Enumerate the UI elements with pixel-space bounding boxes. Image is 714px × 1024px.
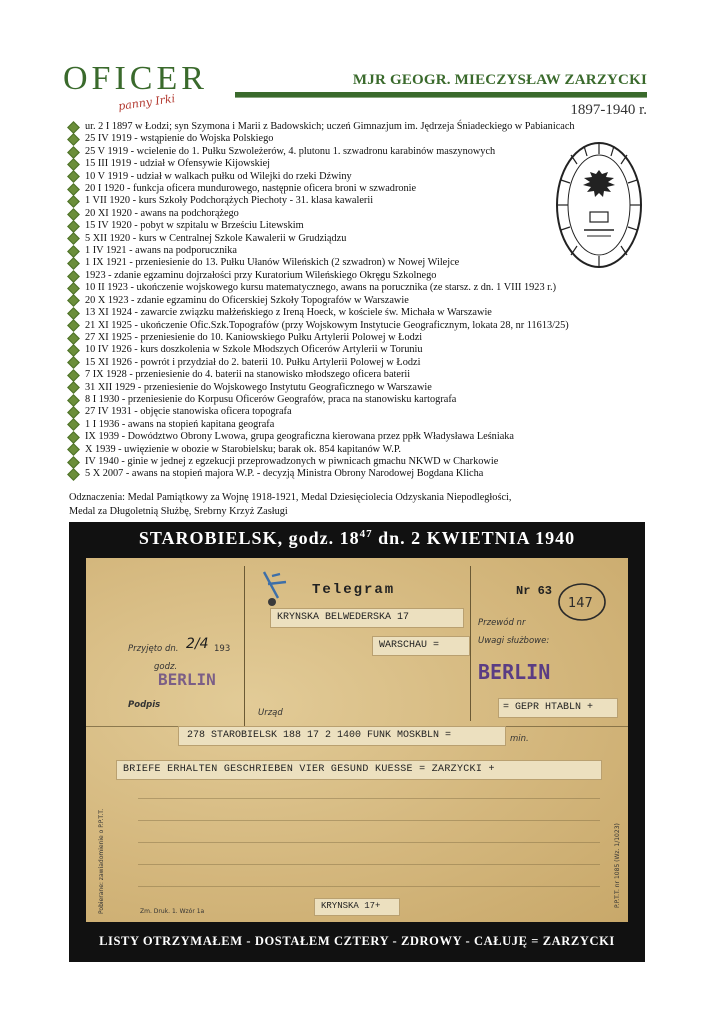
header-strip-text: 278 STAROBIELSK 188 17 2 1400 FUNK MOSKBLN = bbox=[187, 730, 452, 741]
diamond-bullet-icon bbox=[67, 456, 80, 469]
form-divider-left bbox=[244, 566, 245, 731]
timeline-text: 1 VII 1920 - kurs Szkoły Podchorążych Piechoty - 31. klasa kawalerii bbox=[85, 195, 374, 207]
timeline-item bbox=[69, 456, 629, 468]
timeline-item bbox=[69, 369, 629, 381]
diamond-bullet-icon bbox=[67, 121, 80, 134]
diamond-bullet-icon bbox=[67, 468, 80, 481]
timeline-text: 10 V 1919 - udział w walkach pułku od Wilejki do rzeki Dźwiny bbox=[85, 170, 352, 182]
message-strip bbox=[116, 760, 602, 780]
footer-strip-text: KRYNSKA 17+ bbox=[321, 901, 381, 911]
timeline-item bbox=[69, 406, 629, 418]
timeline-item bbox=[69, 444, 629, 456]
form-divider-right bbox=[470, 566, 471, 721]
telegram-photo-panel bbox=[69, 522, 645, 962]
ruled-line bbox=[138, 798, 600, 799]
photo-title-rest: dn. 2 KWIETNIA 1940 bbox=[372, 528, 576, 548]
timeline-item bbox=[69, 208, 629, 220]
warschau-text: WARSCHAU = bbox=[379, 640, 440, 651]
diamond-bullet-icon bbox=[67, 282, 80, 295]
diamond-bullet-icon bbox=[67, 195, 80, 208]
timeline-item bbox=[69, 344, 629, 356]
timeline-text: 1 IX 1921 - przeniesienie do 13. Pułku Ułanów Wileńskich (2 szwadron) w Nowej Wilejce bbox=[85, 257, 460, 269]
timeline-text: 25 V 1919 - wcielenie do 1. Pułku Szwoleżerów, 4. plutonu 1. szwadronu karabinów maszynowych bbox=[85, 145, 496, 157]
diamond-bullet-icon bbox=[67, 431, 80, 444]
diamond-bullet-icon bbox=[67, 208, 80, 221]
awards-line-2: Medal za Długoletnią Służbę, Srebrny Krzyż Zasługi bbox=[69, 505, 288, 517]
przyjeto-date: 2/4 bbox=[186, 636, 209, 652]
diamond-bullet-icon bbox=[67, 357, 80, 370]
timeline-item bbox=[69, 195, 629, 207]
berlin-stamp-right: BERLIN bbox=[478, 660, 551, 684]
photo-title-main: STAROBIELSK, godz. 18 bbox=[138, 528, 360, 548]
diamond-bullet-icon bbox=[67, 419, 80, 432]
timeline-item bbox=[69, 357, 629, 369]
diamond-bullet-icon bbox=[67, 133, 80, 146]
header-strip bbox=[178, 726, 506, 746]
diamond-bullet-icon bbox=[67, 220, 80, 233]
min-label: min. bbox=[510, 734, 529, 744]
timeline-text: 15 XI 1926 - powrót i przydział do 2. baterii 10. Pułku Artylerii Polowej w Łodzi bbox=[85, 356, 421, 368]
telegram-document bbox=[86, 558, 628, 922]
timeline-text: ur. 2 I 1897 w Łodzi; syn Szymona i Marii z Badowskich; uczeń Gimnazjum im. Jędrzeja Śniadeckiego w Pabianicach bbox=[85, 121, 575, 132]
timeline-item bbox=[69, 220, 629, 232]
timeline-item bbox=[69, 307, 629, 319]
timeline-item bbox=[69, 270, 629, 282]
diamond-bullet-icon bbox=[67, 183, 80, 196]
telegram-title: Telegram bbox=[312, 582, 396, 598]
side-note-left: Pobierane: zawiadomienie o P.P.T.T. bbox=[98, 808, 105, 914]
diamond-bullet-icon bbox=[67, 307, 80, 320]
przyjeto-label: Przyjęto dn. bbox=[128, 644, 179, 654]
eagle-seal-icon bbox=[554, 140, 644, 270]
gepr-strip bbox=[498, 698, 618, 718]
photo-title bbox=[69, 528, 645, 549]
gepr-text: = GEPR HTABLN + bbox=[503, 702, 594, 713]
urzad-label: Urząd bbox=[258, 708, 283, 718]
timeline-text: 20 XI 1920 - awans na podchorążego bbox=[85, 207, 239, 219]
timeline-text: 1923 - zdanie egzaminu dojrzałości przy Kuratorium Wileńskiego Okręgu Szkolnego bbox=[85, 269, 437, 281]
timeline-text: 20 X 1923 - zdanie egzaminu do Oficerskiej Szkoły Topografów w Warszawie bbox=[85, 294, 409, 306]
diamond-bullet-icon bbox=[67, 146, 80, 159]
officer-name: MJR GEOGR. MIECZYSŁAW ZARZYCKI bbox=[352, 72, 647, 88]
timeline-item bbox=[69, 468, 629, 480]
diamond-bullet-icon bbox=[67, 344, 80, 357]
year-label: 193 bbox=[214, 644, 231, 654]
timeline-item bbox=[69, 282, 629, 294]
diamond-bullet-icon bbox=[67, 369, 80, 382]
podpis-label: Podpis bbox=[128, 700, 161, 710]
number-circle-stamp bbox=[556, 580, 608, 624]
timeline-text: 15 III 1919 - udział w Ofensywie Kijowskiej bbox=[85, 158, 271, 170]
ruled-line bbox=[138, 886, 600, 887]
berlin-stamp-left: BERLIN bbox=[158, 670, 216, 689]
timeline-item bbox=[69, 419, 629, 431]
timeline-text: 25 IV 1919 - wstąpienie do Wojska Polskiego bbox=[85, 133, 274, 145]
diamond-bullet-icon bbox=[67, 245, 80, 258]
photo-title-sup: 47 bbox=[359, 528, 373, 540]
timeline-item bbox=[69, 257, 629, 269]
timeline-text: IX 1939 - Dowództwo Obrony Lwowa, grupa geograficzna kierowana przez ppłk Władysława Leśniaka bbox=[85, 431, 514, 443]
diamond-bullet-icon bbox=[67, 381, 80, 394]
timeline-text: 13 XI 1924 - zawarcie związku małżeńskiego z Ireną Hoeck, w kościele św. Michała w Warszawie bbox=[85, 307, 492, 319]
awards-line-1: Odznaczenia: Medal Pamiątkowy za Wojnę 1918-1921, Medal Dziesięciolecia Odzyskania Niepodległości, bbox=[69, 492, 512, 503]
timeline-list bbox=[69, 121, 629, 481]
timeline-item bbox=[69, 320, 629, 332]
print-info: Zm. Druk. 1. Wzór 1a bbox=[140, 908, 205, 915]
timeline-item bbox=[69, 158, 629, 170]
life-dates: 1897-1940 r. bbox=[570, 102, 647, 118]
timeline-item bbox=[69, 245, 629, 257]
footer-strip bbox=[314, 898, 400, 916]
timeline-item bbox=[69, 394, 629, 406]
timeline-text: 21 XI 1925 - ukończenie Ofic.Szk.Topografów (przy Wojskowym Instytucie Geograficznym, lokata 28, nr 11613/25) bbox=[85, 319, 569, 331]
timeline-text: 27 XI 1925 - przeniesienie do 10. Kaniowskiego Pułku Artylerii Polowej w Łodzi bbox=[85, 331, 423, 343]
diamond-bullet-icon bbox=[67, 170, 80, 183]
diamond-bullet-icon bbox=[67, 394, 80, 407]
diamond-bullet-icon bbox=[67, 443, 80, 456]
ruled-line bbox=[138, 820, 600, 821]
timeline-text: 10 II 1923 - ukończenie wojskowego kursu matematycznego, awans na porucznika (ze starsz. z dn. 1 VIII 1923 r.) bbox=[85, 282, 557, 294]
timeline-text: X 1939 - uwięzienie w obozie w Starobielsku; barak ok. 854 kapitanów W.P. bbox=[85, 443, 401, 455]
page-header bbox=[0, 0, 714, 120]
timeline-text: 7 IX 1928 - przeniesienie do 4. baterii na stanowisko młodszego oficera baterii bbox=[85, 369, 411, 381]
message-text: BRIEFE ERHALTEN GESCHRIEBEN VIER GESUND KUESSE = ZARZYCKI + bbox=[123, 764, 495, 775]
timeline-text: 10 IV 1926 - kurs doszkolenia w Szkole Młodszych Oficerów Artylerii w Toruniu bbox=[85, 344, 423, 356]
przewod-label: Przewód nr bbox=[478, 618, 526, 628]
timeline-text: 15 IV 1920 - pobyt w szpitalu w Brześciu Litewskim bbox=[85, 220, 304, 232]
diamond-bullet-icon bbox=[67, 257, 80, 270]
timeline-item bbox=[69, 233, 629, 245]
magazine-logo: OFICER bbox=[63, 60, 208, 97]
awards-text bbox=[69, 491, 629, 518]
timeline-item bbox=[69, 133, 629, 145]
timeline-text: 5 XII 1920 - kurs w Centralnej Szkole Kawalerii w Grudziądzu bbox=[85, 232, 347, 244]
timeline-item bbox=[69, 332, 629, 344]
timeline-item bbox=[69, 382, 629, 394]
warschau-strip bbox=[372, 636, 470, 656]
diamond-bullet-icon bbox=[67, 319, 80, 332]
ruled-line bbox=[138, 864, 600, 865]
timeline-item bbox=[69, 171, 629, 183]
header-rule-thin bbox=[235, 97, 647, 98]
diamond-bullet-icon bbox=[67, 232, 80, 245]
logo-subtitle: panny Irki bbox=[117, 92, 176, 113]
timeline-item bbox=[69, 121, 629, 133]
diamond-bullet-icon bbox=[67, 332, 80, 345]
diamond-bullet-icon bbox=[67, 295, 80, 308]
timeline-text: 31 XII 1929 - przeniesienie do Wojskowego Instytutu Geograficznego w Warszawie bbox=[85, 381, 432, 393]
diamond-bullet-icon bbox=[67, 406, 80, 419]
address-strip bbox=[270, 608, 464, 628]
timeline-item bbox=[69, 295, 629, 307]
godz-label: godz. bbox=[154, 662, 178, 672]
timeline-item bbox=[69, 183, 629, 195]
timeline-text: 5 X 2007 - awans na stopień majora W.P. - decyzją Ministra Obrony Narodowej Bogdana Klicha bbox=[85, 468, 484, 480]
diamond-bullet-icon bbox=[67, 270, 80, 283]
timeline-item bbox=[69, 146, 629, 158]
timeline-text: IV 1940 - ginie w jednej z egzekucji przeprowadzonych w piwnicach gmachu NKWD w Charkowie bbox=[85, 455, 499, 467]
side-note-right: P.P.T.T. nr 1085 (Wz. 1/1023) bbox=[614, 823, 621, 908]
telegram-number: Nr 63 bbox=[516, 584, 553, 598]
timeline-text: 1 IV 1921 - awans na podporucznika bbox=[85, 245, 237, 257]
timeline-text: 1 I 1936 - awans na stopień kapitana geografa bbox=[85, 418, 275, 430]
timeline-text: 27 IV 1931 - objęcie stanowiska oficera topografa bbox=[85, 406, 292, 418]
timeline-text: 8 I 1930 - przeniesienie do Korpusu Oficerów Geografów, praca na stanowisku kartografa bbox=[85, 393, 457, 405]
diamond-bullet-icon bbox=[67, 158, 80, 171]
uwagi-label: Uwagi służbowe: bbox=[478, 636, 550, 646]
timeline-item bbox=[69, 431, 629, 443]
ruled-line bbox=[138, 842, 600, 843]
timeline-text: 20 I 1920 - funkcja oficera mundurowego, następnie oficera broni w szwadronie bbox=[85, 183, 417, 195]
handwritten-mark-icon bbox=[258, 568, 298, 608]
photo-caption: LISTY OTRZYMAŁEM - DOSTAŁEM CZTERY - ZDROWY - CAŁUJĘ = ZARZYCKI bbox=[99, 934, 615, 948]
address-text: KRYNSKA BELWEDERSKA 17 bbox=[277, 612, 410, 623]
number-circle-text: 147 bbox=[568, 596, 593, 611]
